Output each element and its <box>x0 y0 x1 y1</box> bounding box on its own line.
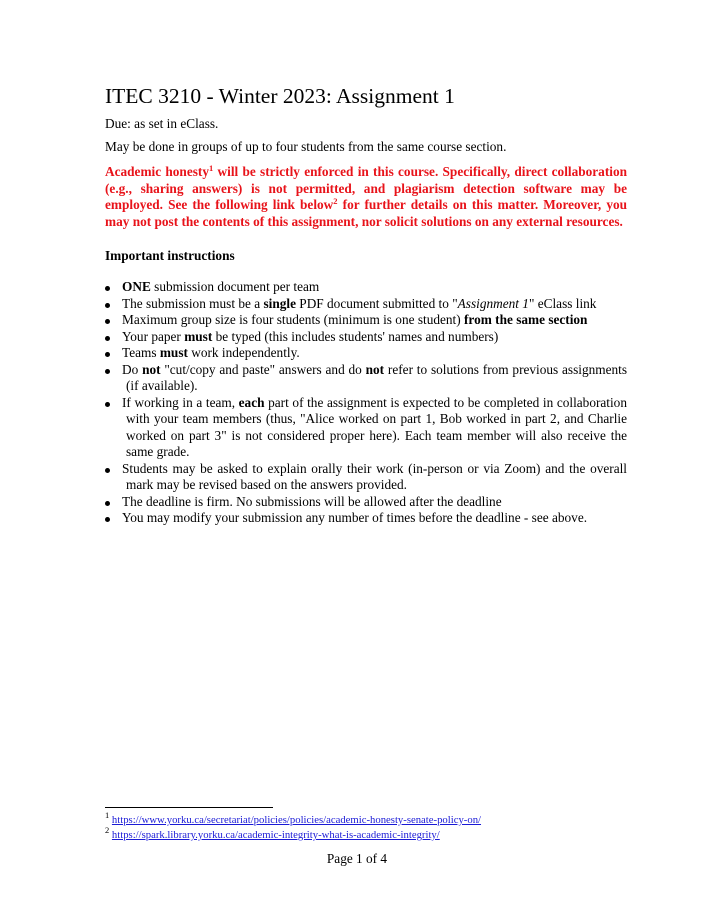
item-text: PDF document submitted to " <box>295 295 458 311</box>
bullet-icon <box>105 352 110 357</box>
item-text: " eClass link <box>528 295 597 311</box>
emphasis: ONE <box>122 279 151 295</box>
document-title: ITEC 3210 - Winter 2023: Assignment 1 <box>105 84 455 108</box>
item-text: Your paper <box>122 328 185 344</box>
list-item <box>105 296 627 313</box>
emphasis: each <box>238 394 265 410</box>
footnote-link-1[interactable]: https://www.yorku.ca/secretariat/policies/policies/academic-honesty-senate-policy-on/ <box>111 814 482 826</box>
due-date-text: Due: as set in eClass. <box>105 116 219 131</box>
academic-honesty-notice <box>105 164 627 230</box>
list-item <box>105 279 627 296</box>
emphasis-italic: Assignment 1 <box>457 295 529 311</box>
page-number: Page 1 of 4 <box>326 851 388 866</box>
footnote-link-2[interactable]: https://spark.library.yorku.ca/academic-integrity-what-is-academic-integrity/ <box>111 829 440 841</box>
item-text: If working in a team, <box>122 394 239 410</box>
footnote-2 <box>105 825 627 843</box>
emphasis: single <box>263 295 296 311</box>
list-item <box>105 312 627 329</box>
item-text: work independently. <box>187 345 300 361</box>
list-item <box>105 510 627 527</box>
bullet-icon <box>105 501 110 506</box>
emphasis: must <box>184 328 213 344</box>
footnote-mark: 1 <box>105 810 110 820</box>
item-text: Maximum group size is four students (minimum is one student) <box>122 312 464 328</box>
item-text: You may modify your submission any number of times before the deadline - see above. <box>122 510 588 526</box>
honesty-text-part3: for further details on this matter. Moreover, you may not post the contents of this assignment, nor solicit solutions on any external resources. <box>105 197 628 229</box>
footnotes <box>105 810 627 843</box>
list-item <box>105 362 627 395</box>
bullet-icon <box>105 319 110 324</box>
bullet-icon <box>105 468 110 473</box>
item-text: "cut/copy and paste" answers and do <box>160 361 366 377</box>
item-text: Students may be asked to explain orally their work (in-person or via Zoom) and the overall mark may be revised based on the answers provided. <box>122 460 627 493</box>
bullet-icon <box>105 402 110 407</box>
list-item <box>105 345 627 362</box>
bullet-icon <box>105 303 110 308</box>
footnote-ref-1[interactable]: 1 <box>209 163 214 173</box>
bullet-icon <box>105 286 110 291</box>
honesty-text-part2: will be strictly enforced in this course. Specifically, direct collaboration (e.g., sharing answers) is not permitted, and plagiarism detection software may be employed. See the following link below <box>105 164 628 213</box>
bullet-icon <box>105 336 110 341</box>
list-item <box>105 461 627 494</box>
emphasis: from the same section <box>464 312 588 328</box>
emphasis: not <box>365 361 385 377</box>
list-item <box>105 395 627 461</box>
item-text: part of the assignment is expected to be completed in collaboration with your team members (thus, "Alice worked on part 1, Bob worked in part 2, and Charlie worked on part 3" is not considered proper here). Each team member will also receive the same grade. <box>126 394 627 460</box>
list-item <box>105 494 627 511</box>
footnote-1 <box>105 810 627 828</box>
list-item <box>105 329 627 346</box>
item-text: submission document per team <box>150 279 320 295</box>
footnote-separator <box>105 807 273 808</box>
instructions-list <box>105 279 627 527</box>
item-text: Do <box>122 361 143 377</box>
instructions-heading: Important instructions <box>105 248 235 264</box>
emphasis: not <box>142 361 161 377</box>
footnote-mark: 2 <box>105 825 110 835</box>
group-note-text: May be done in groups of up to four students from the same course section. <box>105 139 507 154</box>
honesty-text-part1: Academic honesty <box>105 164 209 179</box>
item-text: be typed (this includes students' names and numbers) <box>212 328 499 344</box>
item-text: The deadline is firm. No submissions will be allowed after the deadline <box>122 493 502 509</box>
document-body <box>105 83 627 527</box>
footnote-ref-2[interactable]: 2 <box>333 196 338 207</box>
emphasis: must <box>159 345 188 361</box>
item-text: The submission must be a <box>122 295 264 311</box>
item-text: refer to solutions from previous assignments (if available). <box>126 361 628 394</box>
bullet-icon <box>105 517 110 522</box>
item-text: Teams <box>122 345 160 361</box>
bullet-icon <box>105 369 110 374</box>
